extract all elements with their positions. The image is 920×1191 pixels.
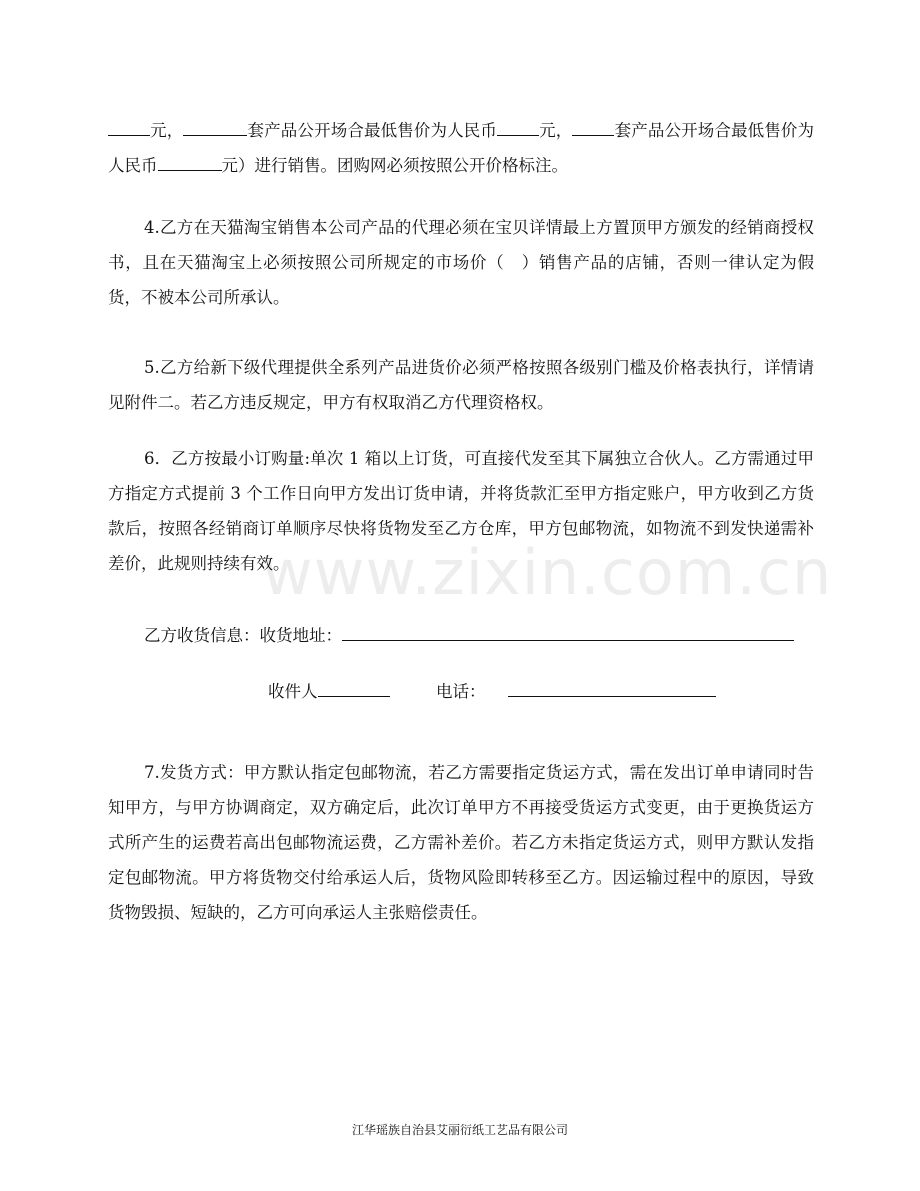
phone-underline [508,676,716,697]
price-text-2: 套产品公开场合最低售价为人民币 [247,121,498,140]
price-text-3: 元， [539,121,573,140]
clause-5-paragraph: 5.乙方给新下级代理提供全系列产品进货价必须严格按照各级别门槛及价格表执行，详情请见附件二。若乙方违反规定，甲方有权取消乙方代理资格权。 [108,358,814,412]
recipient-label: 收件人 [268,682,318,701]
blank-underline [158,150,222,171]
price-text-5: 元）进行销售。团购网必须按照公开价格标注。 [221,156,568,175]
blank-underline [572,115,614,136]
receive-info-label: 乙方收货信息：收货地址： [144,626,342,645]
phone-label: 电话： [436,682,486,701]
watermark: www.zixin.com.cn [262,536,833,609]
page-footer: 江华瑶族自治县艾丽衍纸工艺品有限公司 [351,1123,568,1137]
blank-underline [183,115,247,136]
blank-underline [497,115,539,136]
price-clause-paragraph [108,113,814,183]
clause-7-paragraph: 7.发货方式：甲方默认指定包邮物流，若乙方需要指定货运方式，需在发出订单申请同时告知甲方，与甲方协调商定，双方确定后，此次订单甲方不再接受货运方式变更，由于更换货运方式所产生的运费若高出包邮物流运费，乙方需补差价。若乙方未指定货运方式，则甲方默认发指定包邮物流。甲方将货物交付给承运人后，货物风险即转移至乙方。因运输过程中的原因，导致货物毁损、短缺的，乙方可向承运人主张赔偿责任。 [108,763,814,922]
clause-6-paragraph: 6．乙方按最小订购量:单次 1 箱以上订货，可直接代发至其下属独立合伙人。乙方需通过甲方指定方式提前 3 个工作日向甲方发出订货申请，并将货款汇至甲方指定账户，甲方收到乙方货款后，按照各经销商订单顺序尽快将货物发至乙方仓库，甲方包邮物流，如物流不到发快递需补差价，此规则持续有效。 [108,449,814,573]
receive-address-row [144,620,794,651]
recipient-row [268,676,390,707]
phone-row [436,676,716,707]
price-text-4: 套产品公开场合最低售价为人民币 [108,121,815,175]
clause-4-paragraph: 4.乙方在天猫淘宝销售本公司产品的代理必须在宝贝详情最上方置顶甲方颁发的经销商授权书，且在天猫淘宝上必须按照公司所规定的市场价（ ）销售产品的店铺，否则一律认定为假货，不被本公司所承认。 [108,218,814,307]
recipient-underline [318,676,390,697]
price-text-1: 元， [150,121,184,140]
blank-underline [108,115,150,136]
address-underline [342,620,794,641]
